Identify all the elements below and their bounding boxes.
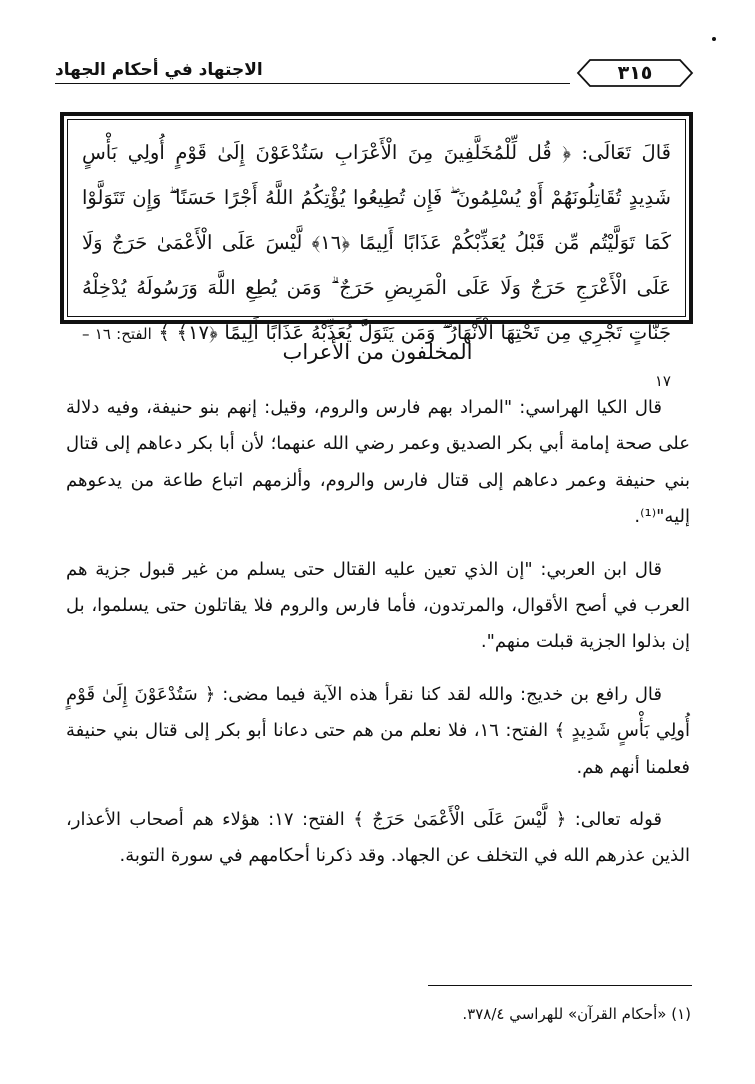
running-title: الاجتهاد في أحكام الجهاد xyxy=(55,60,263,80)
body-text xyxy=(66,390,690,875)
section-title: المخلفون من الأعراب xyxy=(282,340,473,364)
paragraph-rafi-ibn-khadij: قال رافع بن خديج: والله لقد كنا نقرأ هذه الآية فيما مضى: ﴿ سَتُدْعَوْنَ إِلَىٰ قَوْمٍ أُولِي بَأْسٍ شَدِيدٍ ﴾ الفتح: ١٦، فلا نعلم من هم حتى دعانا أبو بكر إلى قتال بني حنيفة فعلمنا أنهم هم. xyxy=(66,683,691,778)
page-speck xyxy=(712,37,716,41)
verse-text: قَالَ تَعَالَى: ﴿ قُل لِّلْمُخَلَّفِينَ مِنَ الْأَعْرَابِ سَتُدْعَوْنَ إِلَىٰ قَوْمٍ أُولِي بَأْسٍ شَدِيدٍ تُقَاتِلُونَهُمْ أَوْ يُسْلِمُونَ ۖ فَإِن تُطِيعُوا يُؤْتِكُمُ اللَّهُ أَجْرًا حَسَنًا ۖ وَإِن تَتَوَلَّوْا كَمَا تَوَلَّيْتُم مِّن قَبْلُ يُعَذِّبْكُمْ عَذَابًا أَلِيمًا ﴿١٦﴾ لَّيْسَ عَلَى الْأَعْمَىٰ حَرَجٌ وَلَا عَلَى الْأَعْرَجِ حَرَجٌ وَلَا عَلَى الْمَرِيضِ حَرَجٌ ۗ وَمَن يُطِعِ اللَّهَ وَرَسُولَهُ يُدْخِلْهُ جَنَّاتٍ تَجْرِي مِن تَحْتِهَا الْأَنْهَارُ ۖ وَمَن يَتَوَلَّ يُعَذِّبْهُ عَذَابًا أَلِيمًا ﴿١٧﴾ ﴾ xyxy=(82,141,672,344)
page-number: ٣١٥ xyxy=(617,62,653,84)
header-rule xyxy=(55,83,570,84)
page-number-badge xyxy=(576,58,694,88)
verse-reference: الفتح: ١٦ – ١٧ xyxy=(82,325,671,390)
footnote: (١) «أحكام القرآن» للهراسي ٣٧٨/٤. xyxy=(462,1005,691,1023)
footnote-rule xyxy=(428,985,692,986)
paragraph-kiya-harasi: قال الكيا الهراسي: "المراد بهم فارس والروم، وقيل: إنهم بنو حنيفة، وفيه دلالة على صحة إمامة أبي بكر الصديق وعمر رضي الله عنهما؛ لأن أبا بكر دعاهم إلى قتال بني حنيفة وعمر دعاهم إلى قتال فارس والروم، وألزمهم اتباع طاعة من يدعوهم إليه"⁽¹⁾. xyxy=(66,397,690,528)
page-header xyxy=(55,58,700,92)
paragraph-ibn-arabi: قال ابن العربي: "إن الذي تعين عليه القتال حتى يسلم من غير قبول جزية هم العرب في أصح الأقوال، والمرتدون، فأما فارس والروم فلا يقاتلون حتى يسلموا، بل إن بذلوا الجزية قبلت منهم". xyxy=(66,558,690,653)
paragraph-laysa-ala-alama: قوله تعالى: ﴿ لَّيْسَ عَلَى الْأَعْمَىٰ حَرَجٌ ﴾ الفتح: ١٧: هؤلاء هم أصحاب الأعذار، الذين عذرهم الله في التخلف عن الجهاد. وقد ذكرنا أحكامهم في سورة التوبة. xyxy=(66,809,690,867)
